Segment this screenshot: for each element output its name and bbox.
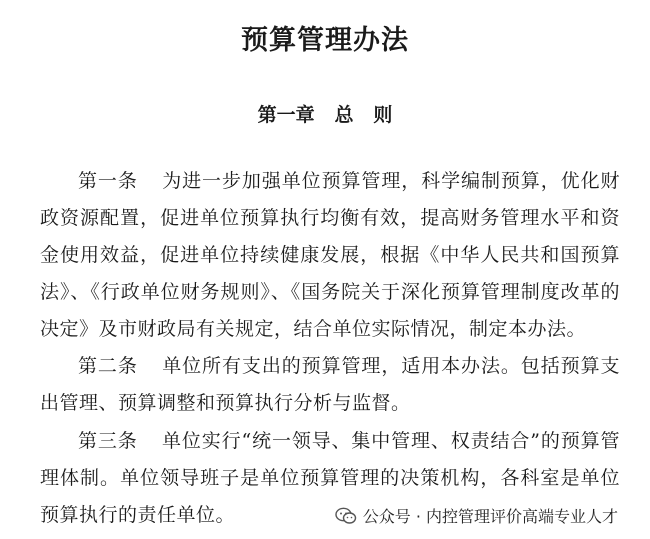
article-1	[40, 163, 620, 348]
watermark	[331, 502, 622, 529]
article-text: 单位所有支出的预算管理，适用本办法。包括预算支出管理、预算调整和预算执行分析与监督。	[40, 355, 620, 414]
article-number: 第一条	[78, 170, 138, 192]
article-text: 单位实行“统一领导、集中管理、权责结合”的预算管理体制。单位领导班子是单位预算管理的决策机构，各科室是单位预算执行的责任单位。	[40, 430, 620, 526]
article-number: 第二条	[78, 355, 138, 377]
article-number: 第三条	[78, 430, 138, 452]
article-2	[40, 348, 620, 422]
article-text: 为进一步加强单位预算管理，科学编制预算，优化财政资源配置，促进单位预算执行均衡有效，提高财务管理水平和资金使用效益，促进单位持续健康发展，根据《中华人民共和国预算法》、《行政单位财务规则》、《国务院关于深化预算管理制度改革的决定》及市财政局有关规定，结合单位实际情况，制定本办法。	[40, 170, 620, 340]
wechat-icon	[335, 507, 357, 525]
document-title: 预算管理办法	[241, 25, 409, 56]
chapter-heading: 第一章 总 则	[257, 104, 393, 126]
watermark-text: 公众号 · 内控管理评价高端专业人才	[362, 507, 618, 526]
